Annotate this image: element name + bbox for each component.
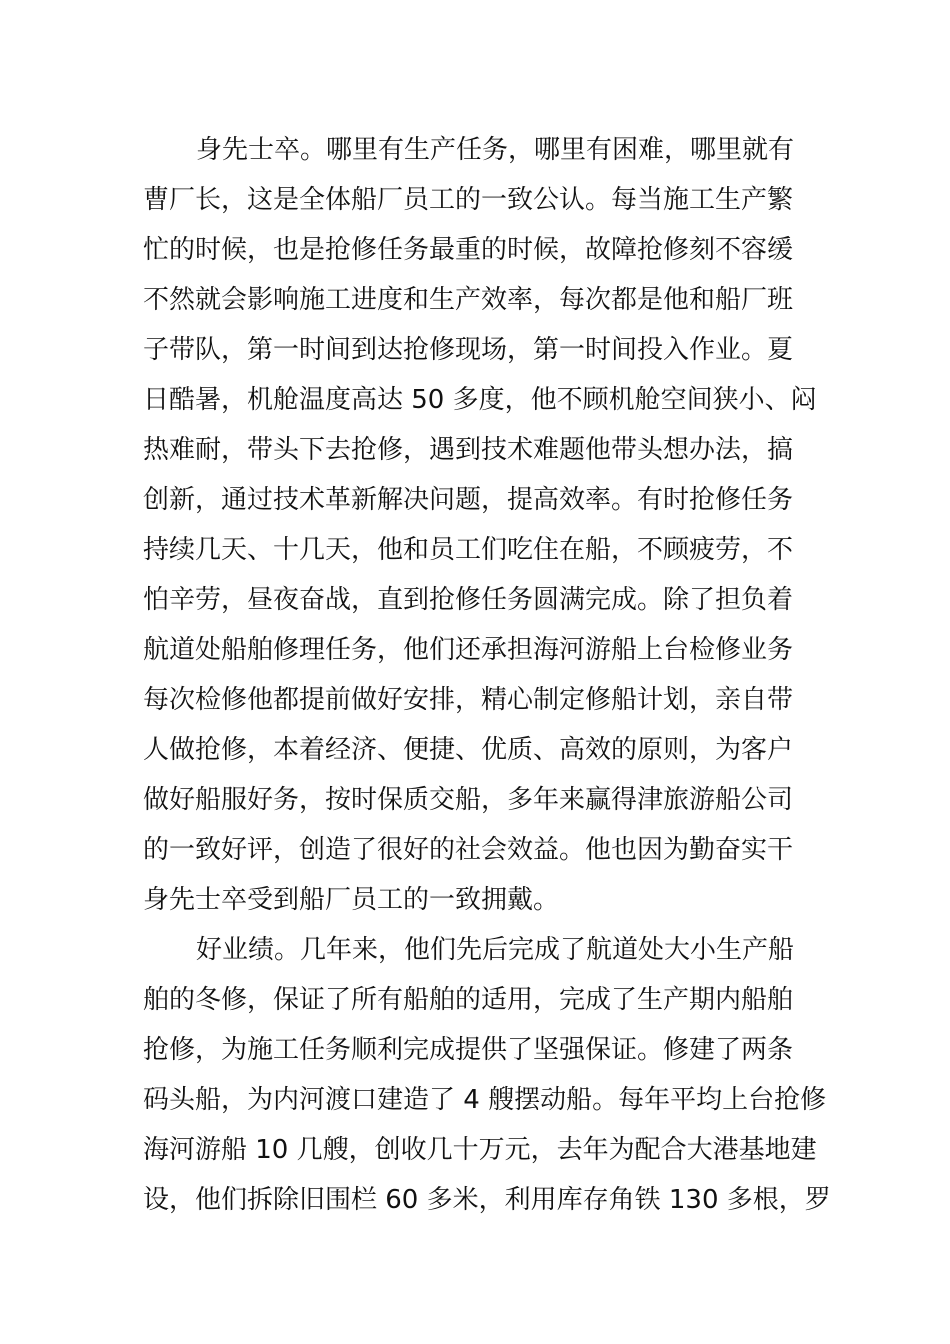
text-line: 曹厂长，这是全体船厂员工的一致公认。每当施工生产繁 <box>143 185 794 215</box>
text-line: 抢修，为施工任务顺利完成提供了坚强保证。修建了两条 <box>143 1035 794 1065</box>
text-line: 忙的时候，也是抢修任务最重的时候，故障抢修刻不容缓 <box>143 235 794 265</box>
text-line: 好业绩。几年来，他们先后完成了航道处大小生产船 <box>196 935 795 965</box>
text-line: 码头船，为内河渡口建造了 4 艘摆动船。每年平均上台抢修 <box>143 1085 827 1115</box>
text-line: 做好船服好务，按时保质交船，多年来赢得津旅游船公司 <box>143 785 794 815</box>
text-line: 不然就会影响施工进度和生产效率，每次都是他和船厂班 <box>143 285 794 315</box>
text-line: 创新，通过技术革新解决问题，提高效率。有时抢修任务 <box>143 485 794 515</box>
text-line: 人做抢修，本着经济、便捷、优质、高效的原则，为客户 <box>143 735 794 765</box>
text-line: 航道处船舶修理任务，他们还承担海河游船上台检修业务 <box>143 635 794 665</box>
text-line: 设，他们拆除旧围栏 60 多米，利用库存角铁 130 多根，罗 <box>143 1185 831 1215</box>
text-line: 身先士卒受到船厂员工的一致拥戴。 <box>143 885 560 915</box>
text-line: 日酷暑，机舱温度高达 50 多度，他不顾机舱空间狭小、闷 <box>143 385 817 415</box>
text-line: 身先士卒。哪里有生产任务，哪里有困难，哪里就有 <box>196 135 795 165</box>
text-line: 的一致好评，创造了很好的社会效益。他也因为勤奋实干 <box>143 835 794 865</box>
text-line: 每次检修他都提前做好安排，精心制定修船计划，亲自带 <box>143 685 794 715</box>
text-line: 舶的冬修，保证了所有船舶的适用，完成了生产期内船舶 <box>143 985 794 1015</box>
body-text <box>143 125 831 1225</box>
text-line: 海河游船 10 几艘，创收几十万元，去年为配合大港基地建 <box>143 1135 817 1165</box>
text-line: 怕辛劳，昼夜奋战，直到抢修任务圆满完成。除了担负着 <box>143 585 794 615</box>
text-line: 持续几天、十几天，他和员工们吃住在船，不顾疲劳，不 <box>143 535 794 565</box>
text-line: 热难耐，带头下去抢修，遇到技术难题他带头想办法，搞 <box>143 435 794 465</box>
text-line: 子带队，第一时间到达抢修现场，第一时间投入作业。夏 <box>143 335 794 365</box>
